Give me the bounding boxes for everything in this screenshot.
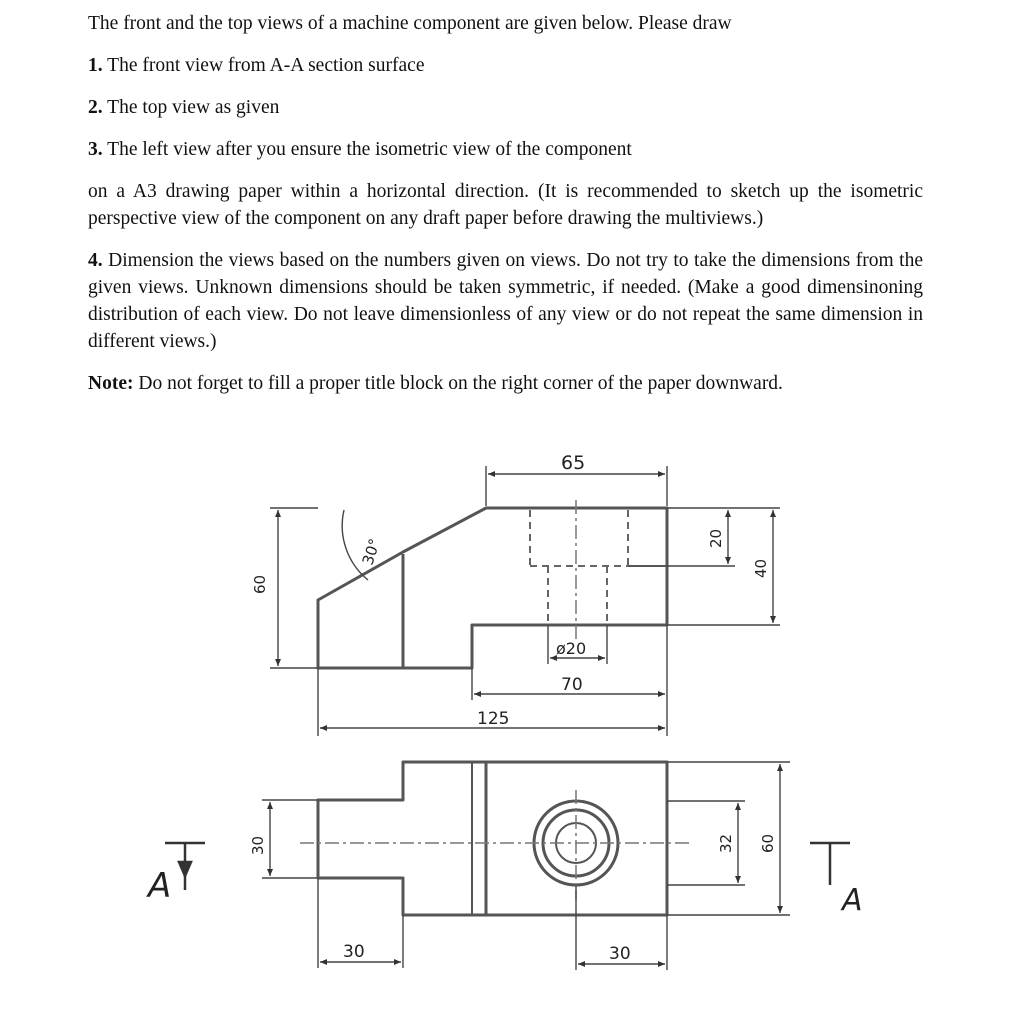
dim-right-height: 40 (752, 558, 770, 578)
dim-overall-height: 60 (251, 574, 269, 594)
front-view (318, 508, 667, 668)
dim-boss-diameter: 32 (717, 833, 735, 853)
section-label-right: A (842, 883, 863, 918)
dim-hole-offset: 30 (609, 944, 631, 964)
dim-top-width: 65 (561, 452, 586, 474)
instructions-text (88, 10, 923, 412)
item-3: 3. The left view after you ensure the isometric view of the component (88, 139, 632, 160)
top-view-dimensions (262, 762, 790, 970)
dim-hole-diameter: ø20 (556, 639, 587, 658)
note-line: Note: Do not forget to fill a proper title block on the right corner of the paper downward. (88, 373, 783, 394)
front-view-outline (318, 508, 667, 668)
front-view-hidden-lines (530, 510, 628, 625)
technical-drawing (0, 440, 1015, 1024)
top-view-outline (318, 762, 667, 915)
dim-left-tab-length: 30 (343, 942, 365, 962)
dim-overall-width: 125 (477, 709, 510, 729)
item-4: 4. Dimension the views based on the numbers given on views. Do not try to take the dimensions from the given views. Unknown dimensions should be taken symmetric, if needed. (Make a good dimensinoning distribution of each view. Do not leave dimensionless of any view or do not repeat the same dimension in different views.) (88, 250, 924, 352)
paragraph-a3: on a A3 drawing paper within a horizontal direction. (It is recommended to sketch up the isometric perspective view of the component on any draft paper before drawing the multiviews.) (88, 181, 923, 229)
top-view-centerlines (300, 790, 690, 900)
top-view (318, 762, 667, 915)
dim-angle: 30° (358, 536, 385, 568)
dim-depth: 60 (759, 833, 777, 853)
intro-line: The front and the top views of a machine component are given below. Please draw (88, 13, 732, 34)
section-marker-right (810, 843, 850, 885)
item-2: 2. The top view as given (88, 97, 280, 118)
section-label-left: A (148, 866, 172, 906)
dim-right-step: 20 (707, 528, 725, 548)
dim-step-width: 70 (561, 675, 583, 695)
item-1: 1. The front view from A-A section surface (88, 55, 425, 76)
dim-tab-width: 30 (249, 835, 267, 855)
